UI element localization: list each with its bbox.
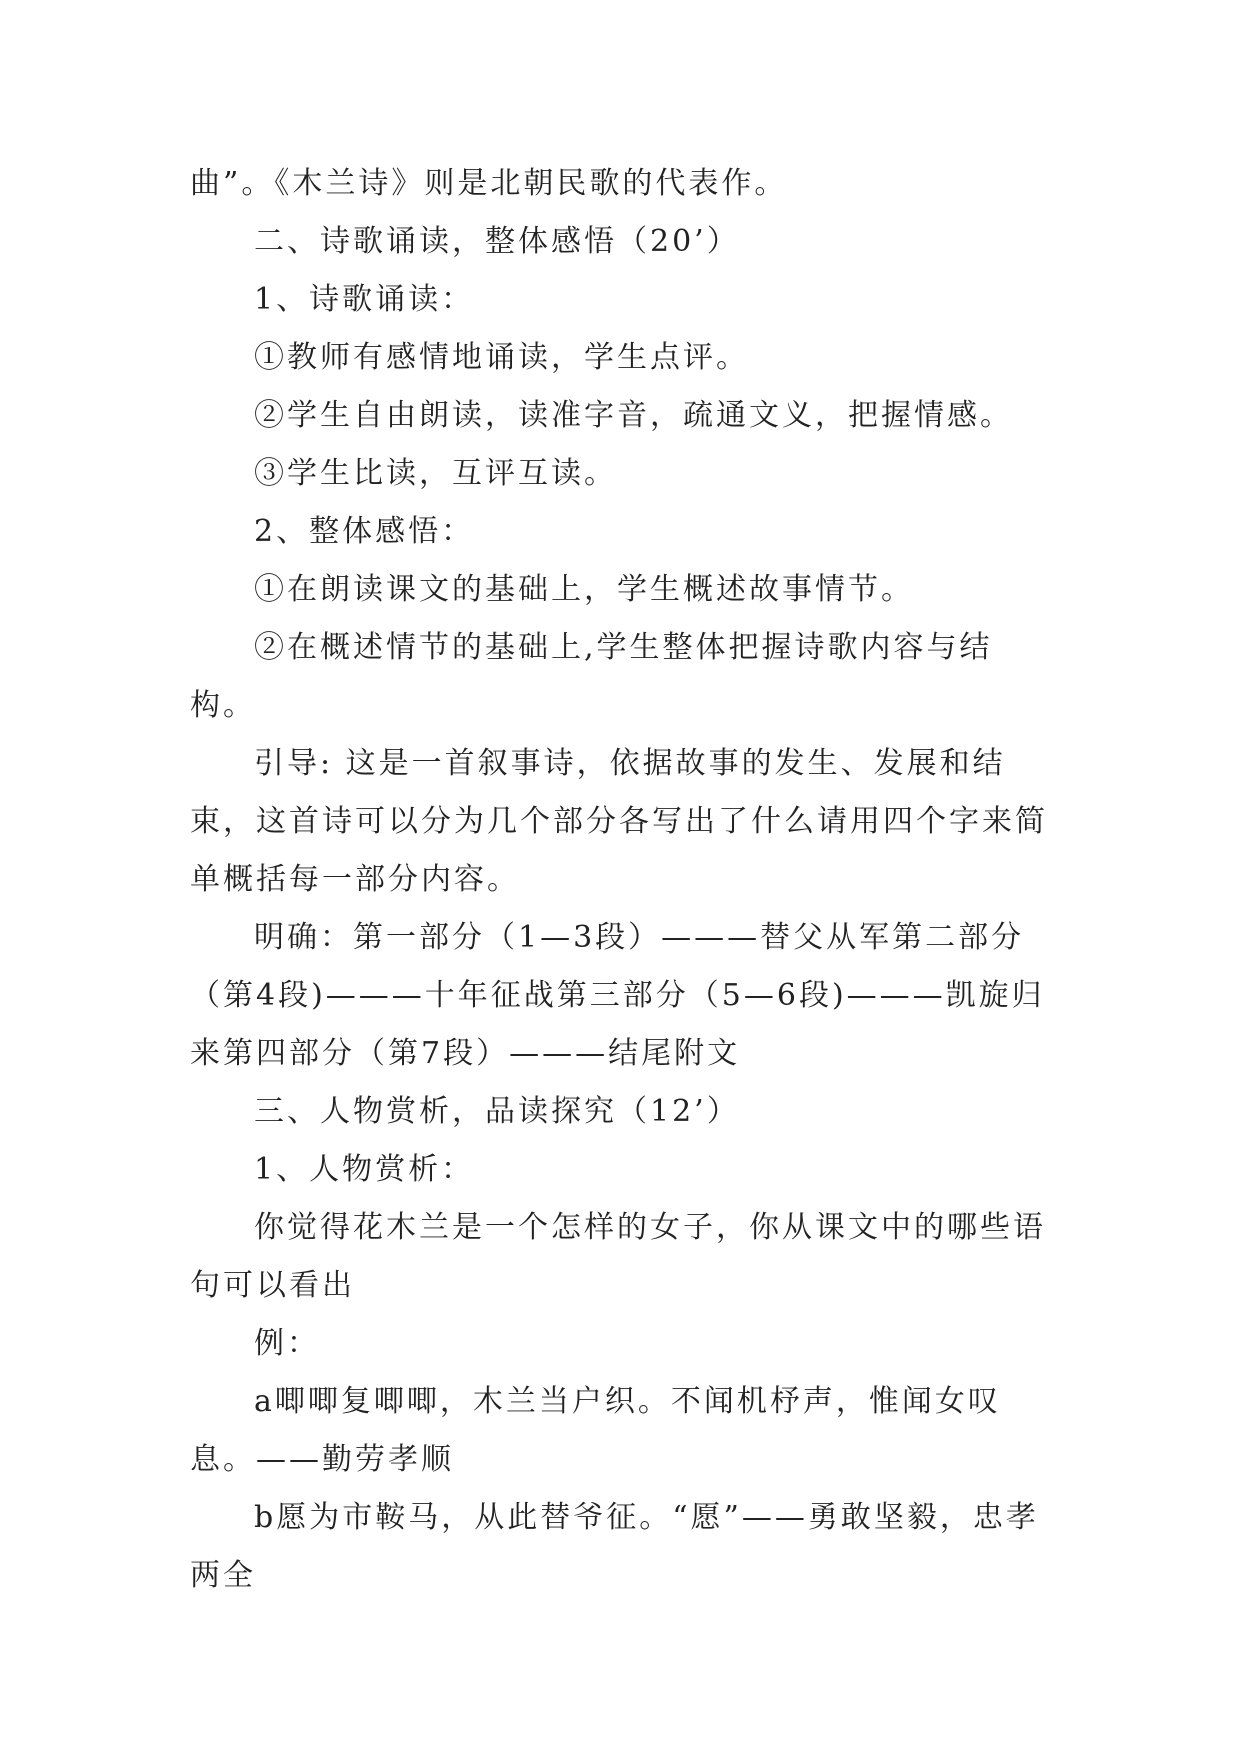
list-item: ③学生比读，互评互读。 <box>254 456 617 491</box>
paragraph-continuation: 曲”。《木兰诗》则是北朝民歌的代表作。 <box>190 166 788 201</box>
list-item: ②学生自由朗读，读准字音，疏通文义，把握情感。 <box>254 398 1013 433</box>
guidance-paragraph: 引导: 这是一首叙事诗，依据故事的发生、发展和结束，这首诗可以分为几个部分各写出了什么请用四个字来简单概括每一部分内容。 <box>190 746 1048 897</box>
subheading-overall-perception: 2、整体感悟： <box>254 514 475 549</box>
section-heading-2: 二、诗歌诵读，整体感悟（20’） <box>254 224 740 259</box>
example-item-b: b愿为市鞍马，从此替爷征。“愿”——勇敢坚毅，忠孝两全 <box>190 1500 1039 1593</box>
section-heading-3: 三、人物赏析，品读探究（12’） <box>254 1094 740 1129</box>
list-item: ①在朗读课文的基础上，学生概述故事情节。 <box>254 572 914 607</box>
document-body <box>190 155 1050 1605</box>
subheading-poem-reading: 1、诗歌诵读： <box>254 282 475 317</box>
list-item: ②在概述情节的基础上,学生整体把握诗歌内容与结构。 <box>190 630 993 723</box>
question-paragraph: 你觉得花木兰是一个怎样的女子，你从课文中的哪些语句可以看出 <box>190 1210 1046 1303</box>
example-label: 例： <box>254 1326 320 1361</box>
list-item: ①教师有感情地诵读，学生点评。 <box>254 340 749 375</box>
clarification-paragraph: 明确：第一部分（1—3段）———替父从军第二部分（第4段)———十年征战第三部分（5—6段)———凯旋归来第四部分（第7段）———结尾附文 <box>190 920 1045 1071</box>
example-item-a: a唧唧复唧唧，木兰当户织。不闻机杼声，惟闻女叹息。——勤劳孝顺 <box>190 1384 1001 1477</box>
subheading-character-analysis: 1、人物赏析： <box>254 1152 475 1187</box>
